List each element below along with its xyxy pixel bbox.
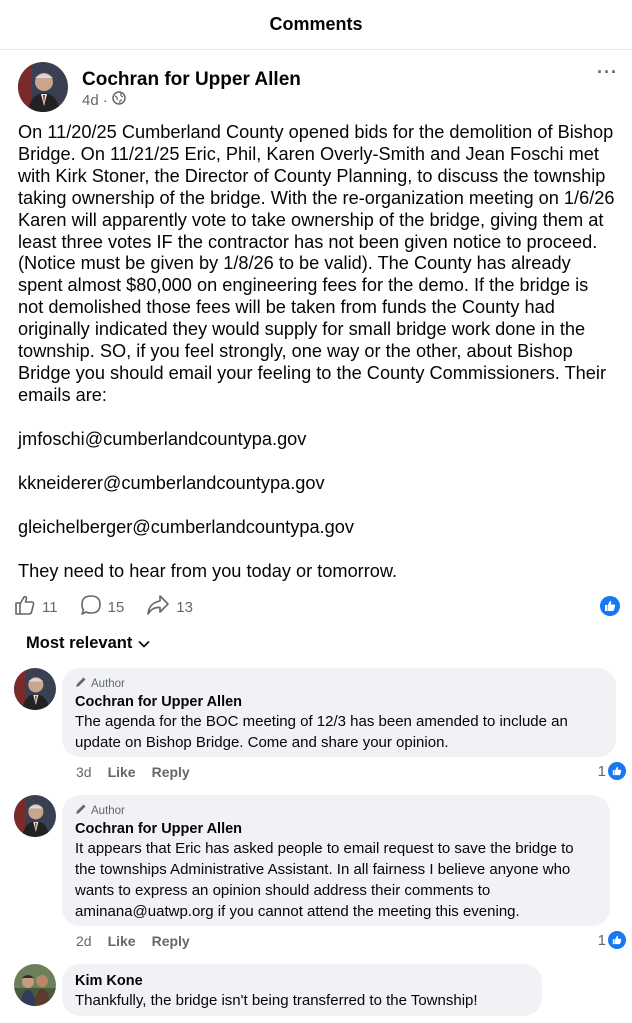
post-author-name[interactable]: Cochran for Upper Allen [82,69,301,90]
comment-item [14,795,626,955]
comment-action[interactable] [80,594,125,620]
comment-reactions[interactable] [598,762,626,780]
comment-text: It appears that Eric has asked people to email request to save the bridge to the townships Administrative Assistant. In all fairness I believe anyone who wants to express an opinion should address their comments to aminana@uatwp.org if you cannot attend the meeting this evening. [75,840,574,920]
comment-item [14,964,626,1023]
author-badge-label: Author [91,804,125,817]
comment-actions [76,933,190,949]
comment-author-name[interactable]: Kim Kone [75,973,143,989]
email-link-1[interactable]: jmfoschi@cumberlandcountypa.gov [18,428,307,449]
comment-author-avatar[interactable] [14,964,56,1006]
comment-reply-button[interactable]: Reply [151,764,190,780]
like-action[interactable] [14,594,58,620]
share-action[interactable] [146,594,193,620]
comment-time: 2d [76,933,92,949]
comment-text: Thankfully, the bridge isn't being transferred to the Township! [75,992,478,1009]
comment-author-name[interactable]: Cochran for Upper Allen [75,821,243,837]
thumbs-up-icon [14,594,36,620]
post-body [18,122,618,582]
page-title: Comments [269,14,363,34]
post-author-avatar[interactable] [18,62,68,112]
author-badge-label: Author [91,677,125,690]
reaction-count: 1 [597,762,606,780]
sort-dropdown[interactable] [26,634,150,653]
pencil-icon [75,803,87,818]
share-count: 13 [176,598,193,616]
comment-author-avatar[interactable] [14,668,56,710]
like-reaction-icon[interactable] [600,596,620,616]
comment-author-name[interactable]: Cochran for Upper Allen [75,694,243,710]
post-closing: They need to hear from you today or tomorrow. [18,560,398,581]
top-bar [0,0,632,50]
post-actions-bar [14,594,624,620]
comment-bubble [62,668,616,757]
sort-label: Most relevant [26,634,133,652]
post-meta [82,91,126,109]
comment-author-avatar[interactable] [14,795,56,837]
like-count: 11 [42,598,58,616]
post-header [18,62,618,114]
comment-time: 3d [76,764,92,780]
comment-reply-button[interactable]: Reply [151,933,190,949]
like-reaction-icon [608,762,626,780]
pencil-icon [75,676,87,691]
meta-separator: · [102,91,108,109]
comment-text: The agenda for the BOC meeting of 12/3 has been amended to include an update on Bishop Bridge. Come and share your opinion. [75,713,568,751]
author-badge [75,676,602,691]
comment-bubble [62,964,542,1016]
comment-reactions[interactable] [598,931,626,949]
email-link-3[interactable]: gleichelberger@cumberlandcountypa.gov [18,516,354,537]
comment-actions [76,764,190,780]
more-options-icon[interactable]: ··· [597,62,618,82]
chevron-down-icon [138,634,150,653]
reaction-count: 1 [597,931,606,949]
comment-like-button[interactable]: Like [107,764,136,780]
comment-item [14,668,626,783]
post-paragraph: On 11/20/25 Cumberland County opened bids for the demolition of Bishop Bridge. On 11/21/25 Eric, Phil, Karen Overly-Smith and Jean Foschi met with Kirk Stoner, the Director of County Planning, to discuss the township taking ownership of the bridge. With the re-organization meeting on 1/6/26 Karen will apparently vote to take ownership of the bridge, giving them at least three votes IF the contractor has not been given notice to proceed. (Notice must be given by 1/8/26 to be valid). The County has already spent almost $80,000 on engineering fees for the demo. If the bridge is not demolished those fees will be taken from funds the County had originally indicated they would supply for small bridge work done in the township. SO, if you feel strongly, one way or the other, about Bishop Bridge you should email your feeling to the County Commissioners. Their emails are: [18,122,615,405]
comment-bubble [62,795,610,926]
author-badge [75,803,596,818]
globe-icon [112,91,126,109]
comment-count: 15 [107,598,125,616]
like-reaction-icon [608,931,626,949]
email-link-2[interactable]: kkneiderer@cumberlandcountypa.gov [18,472,325,493]
share-arrow-icon [146,594,170,620]
comment-bubble-icon [80,594,102,620]
comment-like-button[interactable]: Like [107,933,136,949]
post-time[interactable]: 4d [82,91,99,109]
